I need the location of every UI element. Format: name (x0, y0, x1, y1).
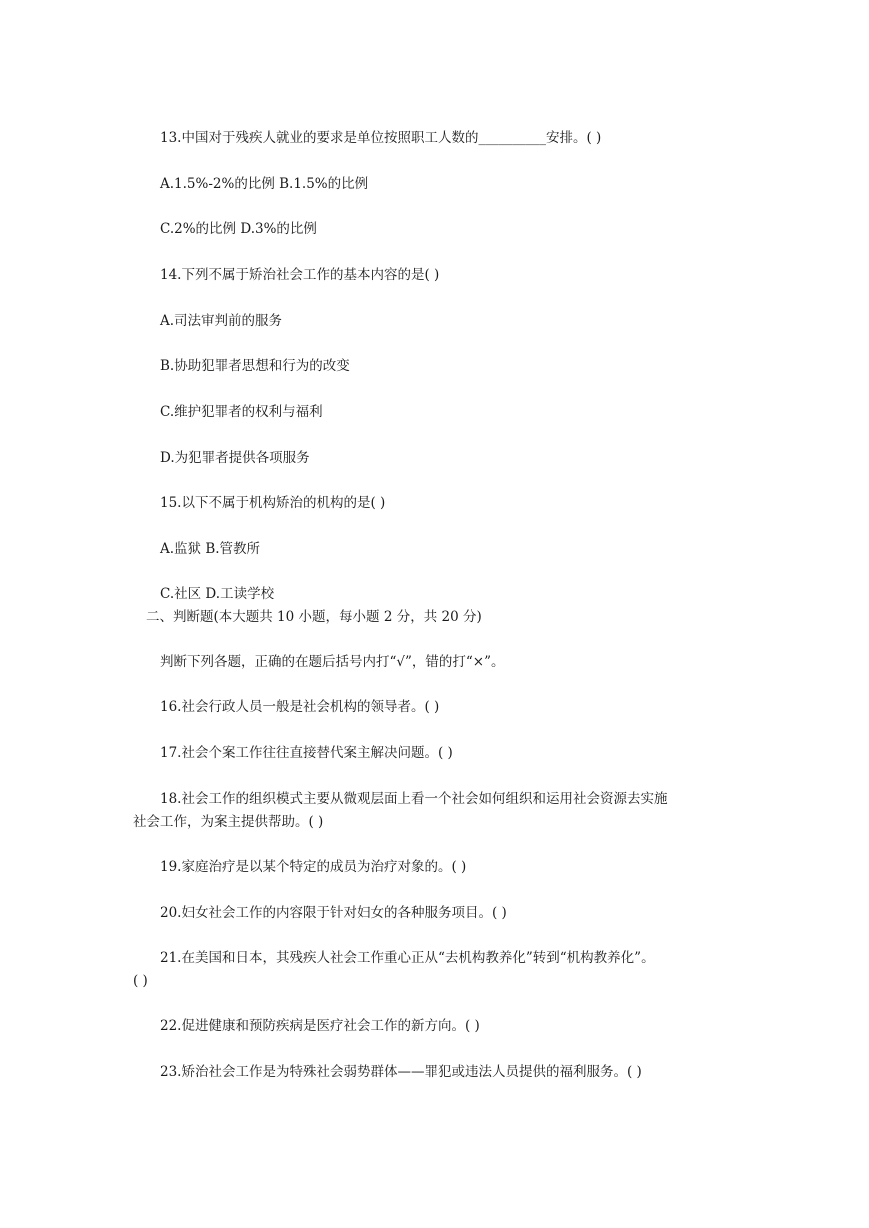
question-15-options-ab: A.监狱 B.管教所 (160, 541, 261, 557)
question-14-option-d: D.为犯罪者提供各项服务 (160, 450, 310, 466)
question-13-options-ab: A.1.5%-2%的比例 B.1.5%的比例 (160, 176, 369, 192)
question-22: 22.促进健康和预防疾病是医疗社会工作的新方向。( ) (160, 1018, 480, 1034)
question-18-line-1: 18.社会工作的组织模式主要从微观层面上看一个社会如何组织和运用社会资源去实施 (160, 791, 668, 807)
question-16: 16.社会行政人员一般是社会机构的领导者。( ) (160, 699, 440, 715)
question-15-options-cd: C.社区 D.工读学校 (160, 586, 275, 602)
question-18-line-2: 社会工作，为案主提供帮助。( ) (133, 814, 324, 830)
question-20: 20.妇女社会工作的内容限于针对妇女的各种服务项目。( ) (160, 905, 507, 921)
question-21-line-1: 21.在美国和日本，其残疾人社会工作重心正从“去机构教养化”转到“机构教养化”。 (160, 950, 655, 966)
section-2-title: 二、判断题(本大题共 10 小题，每小题 2 分，共 20 分) (146, 609, 482, 625)
question-13-stem: 13.中国对于残疾人就业的要求是单位按照职工人数的__________安排。( ) (160, 130, 602, 146)
question-14-option-a: A.司法审判前的服务 (160, 313, 283, 329)
question-21-line-2: ( ) (133, 973, 148, 989)
question-14-stem: 14.下列不属于矫治社会工作的基本内容的是( ) (160, 267, 440, 283)
question-13-options-cd: C.2%的比例 D.3%的比例 (160, 221, 317, 237)
question-14-option-c: C.维护犯罪者的权利与福利 (160, 404, 323, 420)
section-2-instruction: 判断下列各题，正确的在题后括号内打“√”，错的打“×”。 (160, 654, 505, 670)
question-15-stem: 15.以下不属于机构矫治的机构的是( ) (160, 495, 386, 511)
question-23: 23.矫治社会工作是为特殊社会弱势群体——罪犯或违法人员提供的福利服务。( ) (160, 1064, 642, 1080)
question-19: 19.家庭治疗是以某个特定的成员为治疗对象的。( ) (160, 859, 467, 875)
question-17: 17.社会个案工作往往直接替代案主解决问题。( ) (160, 745, 453, 761)
question-14-option-b: B.协助犯罪者思想和行为的改变 (160, 358, 350, 374)
